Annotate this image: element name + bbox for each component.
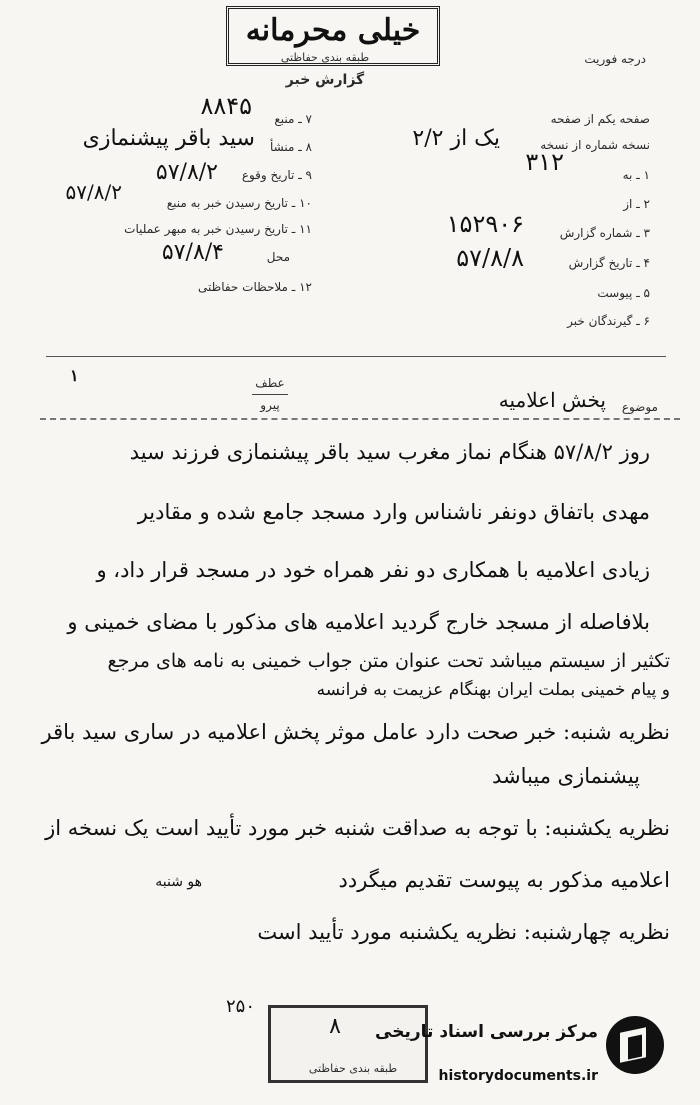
- body-line: نظریه یکشنبه: با توجه به صداقت شنبه خبر مورد تأیید است یک نسخه از: [45, 816, 670, 840]
- received-ops-label: ۱۱ ـ تاریخ رسیدن خبر به مبهر عملیات: [124, 222, 312, 236]
- security-notes-label: ۱۲ ـ ملاحظات حفاظتی: [198, 280, 312, 294]
- report-title: گزارش خبر: [285, 72, 365, 88]
- report-number-label: ۳ ـ شماره گزارش: [559, 226, 650, 240]
- to-value: ۳۱۲: [525, 148, 564, 176]
- origin-label: ۸ ـ منشأ: [269, 140, 312, 154]
- page-mark: ۱: [70, 366, 79, 385]
- body-line: و پیام خمینی بملت ایران بهنگام عزیمت به فرانسه: [316, 680, 670, 700]
- body-line: نظریه چهارشنبه: نظریه یکشنبه مورد تأیید است: [257, 920, 670, 944]
- subject-separator: [40, 418, 680, 420]
- report-date-label: ۴ ـ تاریخ گزارش: [568, 256, 650, 270]
- top-stamp-text: خیلی محرمانه: [245, 13, 421, 48]
- source-value: ۸۸۴۵: [200, 92, 252, 120]
- footer-number: ۲۵۰: [226, 996, 256, 1017]
- body-line: تکثیر از سیستم میباشد تحت عنوان متن جواب خمینی به نامه های مرجع: [107, 650, 670, 672]
- attachment-label: ۵ ـ پیوست: [597, 286, 650, 300]
- subject-label: موضوع: [621, 400, 658, 414]
- from-label: ۲ ـ از: [623, 197, 650, 211]
- body-line: پیشنمازی میباشد: [492, 764, 640, 788]
- body-line: زیادی اعلامیه با همکاری دو نفر همراه خود در مسجد قرار داد، و: [96, 558, 650, 582]
- body-line: اعلامیه مذکور به پیوست تقدیم میگردد: [338, 868, 670, 892]
- watermark-url: historydocuments.ir: [438, 1068, 598, 1084]
- recipients-label: ۶ ـ گیرندگان خبر: [567, 314, 650, 328]
- subject-value: پخش اعلامیه: [498, 388, 606, 412]
- body-line: نظریه شنبه: خبر صحت دارد عامل موثر پخش اعلامیه در ساری سید باقر: [41, 720, 670, 744]
- book-logo-icon: [606, 1016, 664, 1074]
- body-line: بلافاصله از مسجد خارج گردید اعلامیه های مذکور با مضای خمینی و: [67, 610, 650, 634]
- bottom-stamp-text: ۸: [329, 1014, 341, 1039]
- note-above-line: هو شنبه: [155, 874, 202, 890]
- location-label: محل: [266, 250, 290, 264]
- copy-number-value: یک از ۲/۲: [412, 126, 500, 151]
- received-source-label: ۱۰ ـ تاریخ رسیدن خبر به منبع: [166, 196, 312, 210]
- body-line: مهدی باتفاق دونفر ناشناس وارد مسجد جامع شده و مقادیر: [137, 500, 650, 524]
- page-field-label: صفحه یکم از صفحه: [550, 112, 650, 126]
- follow-up-label: پیرو: [260, 398, 280, 412]
- body-line: روز ۵۷/۸/۲ هنگام نماز مغرب سید باقر پیشنمازی فرزند سید: [129, 440, 650, 464]
- source-label: ۷ ـ منبع: [274, 112, 312, 126]
- reference-divider: [252, 394, 288, 395]
- event-date-label: ۹ ـ تاریخ وقوع: [241, 168, 312, 182]
- priority-label: درجه فوریت: [584, 52, 646, 66]
- origin-value: سید باقر پیشنمازی: [82, 126, 255, 151]
- copy-number-label: نسخه شماره از نسخه: [540, 138, 650, 152]
- location-value: ۵۷/۸/۴: [161, 240, 224, 265]
- archive-watermark: [375, 1010, 664, 1096]
- event-date-value: ۵۷/۸/۲: [155, 160, 218, 185]
- reference-label: عطف: [255, 376, 285, 390]
- bottom-classification-label: طبقه بندی حفاظتی: [308, 1062, 398, 1075]
- report-date-value: ۵۷/۸/۸: [456, 244, 524, 272]
- received-source-value: ۵۷/۸/۲: [65, 180, 122, 204]
- header-divider: [46, 356, 666, 357]
- report-number-value: ۱۵۲۹۰۶: [446, 210, 524, 238]
- watermark-title: مرکز بررسی اسناد تاریخی: [375, 1022, 598, 1042]
- classification-label: طبقه بندی حفاظتی: [280, 51, 370, 64]
- to-label: ۱ ـ به: [622, 168, 650, 182]
